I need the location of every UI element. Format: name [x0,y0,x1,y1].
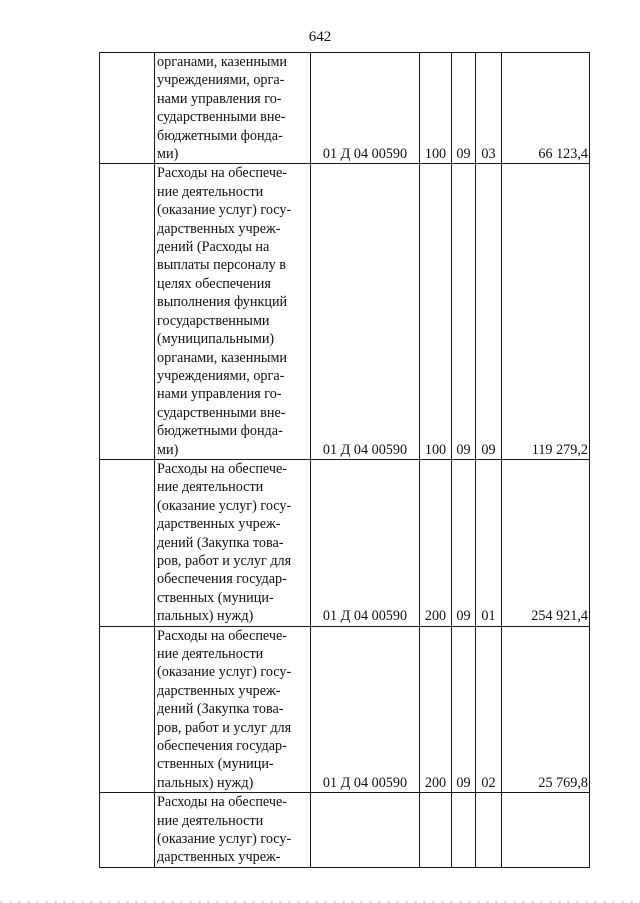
table-cell-subsection [476,793,502,868]
table-cell-subsection: 09 [476,164,502,460]
table-cell-code: 01 Д 04 00590 [311,164,420,460]
budget-table [99,52,590,868]
table-cell-empty [100,793,155,868]
table-cell-name: Расходы на обеспече- ние деятельности (оказание услуг) госу- дарственных учреж- [155,793,311,868]
table-cell-name: органами, казенными учреждениями, орга- нами управления го- сударственными вне- бюджетными фонда- ми) [155,53,311,164]
table-cell-name: Расходы на обеспече- ние деятельности (оказание услуг) госу- дарственных учреж- дений (Закупка това- ров, работ и услуг для обеспечения государ- ственных (муници- пальных) нужд) [155,459,311,626]
table-cell-section: 09 [452,164,476,460]
table-cell-sum [502,793,590,868]
table-cell-expense-type [420,793,452,868]
table-cell-empty [100,53,155,164]
page-number: 642 [308,29,332,45]
table-cell-expense-type: 200 [420,459,452,626]
table-cell-empty [100,164,155,460]
table-cell-name: Расходы на обеспече- ние деятельности (оказание услуг) госу- дарственных учреж- дений (Расходы на выплаты персоналу в целях обеспечения выполнения функций государственными (муниципальными) органами, казенными учреждениями, орга- нами управления го- сударственными вне- бюджетными фонда- ми) [155,164,311,460]
table-cell-expense-type: 100 [420,164,452,460]
table-cell-name: Расходы на обеспече- ние деятельности (оказание услуг) госу- дарственных учреж- дений (Закупка това- ров, работ и услуг для обеспечения государ- ственных (муници- пальных) нужд) [155,626,311,793]
table-cell-subsection: 03 [476,53,502,164]
table-cell-sum: 254 921,4 [502,459,590,626]
table-row [100,793,590,868]
table-cell-sum: 66 123,4 [502,53,590,164]
table-cell-code: 01 Д 04 00590 [311,626,420,793]
table-row [100,626,590,793]
table-cell-section: 09 [452,626,476,793]
table-row [100,53,590,164]
table-cell-empty [100,459,155,626]
table-cell-expense-type: 100 [420,53,452,164]
table-row [100,459,590,626]
table-cell-code [311,793,420,868]
table-cell-empty [100,626,155,793]
table-cell-sum: 25 769,8 [502,626,590,793]
table-cell-code: 01 Д 04 00590 [311,459,420,626]
table-row [100,164,590,460]
table-cell-sum: 119 279,2 [502,164,590,460]
table-cell-code: 01 Д 04 00590 [311,53,420,164]
table-cell-subsection: 02 [476,626,502,793]
table-cell-section: 09 [452,53,476,164]
table-cell-section [452,793,476,868]
table-cell-section: 09 [452,459,476,626]
table-cell-subsection: 01 [476,459,502,626]
table-cell-expense-type: 200 [420,626,452,793]
